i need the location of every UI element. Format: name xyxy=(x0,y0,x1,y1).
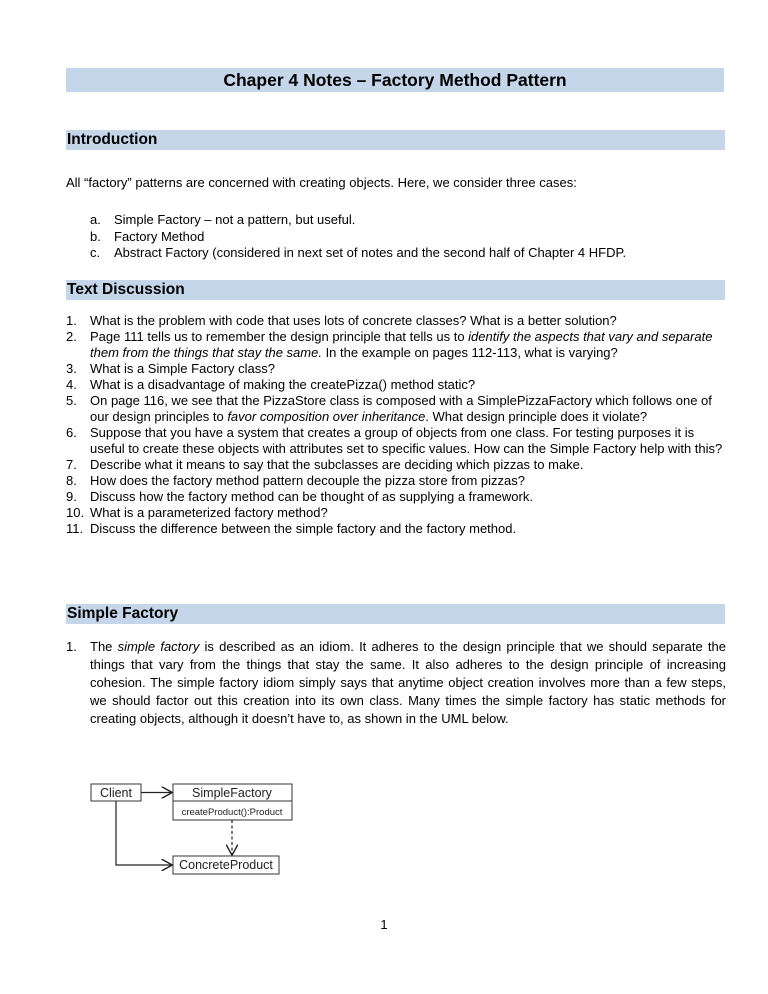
list-item: 4. What is a disadvantage of making the createPizza() method static? xyxy=(66,377,476,392)
intro-paragraph: All “factory” patterns are concerned with creating objects. Here, we consider three cases: xyxy=(66,175,577,190)
list-item: c. Abstract Factory (considered in next set of notes and the second half of Chapter 4 HFDP. xyxy=(90,245,627,260)
section-heading-text-discussion: Text Discussion xyxy=(66,280,725,300)
list-item: 10. What is a parameterized factory method? xyxy=(66,505,328,520)
intro-case-list xyxy=(90,212,730,262)
list-item: 3. What is a Simple Factory class? xyxy=(66,361,275,376)
uml-client-to-product-arrow xyxy=(116,801,171,865)
page-number: 1 xyxy=(380,917,388,932)
uml-factory-name: SimpleFactory xyxy=(192,786,272,800)
list-item: 9. Discuss how the factory method can be thought of as supplying a framework. xyxy=(66,489,533,504)
uml-client-box xyxy=(91,784,141,801)
list-item: 5. On page 116, we see that the PizzaStore class is composed with a SimplePizzaFactory which follows one of our design principles to favor composition over inheritance. What design principle does it violate? xyxy=(66,393,712,424)
simple-factory-uml-diagram xyxy=(82,778,302,882)
uml-concreteproduct-box xyxy=(173,856,279,874)
list-item: 2. Page 111 tells us to remember the design principle that tells us to identify the aspects that vary and separate them from the things that stay the same. In the example on pages 112-113, what is varying? xyxy=(66,329,713,360)
section-heading-introduction: Introduction xyxy=(66,130,725,150)
uml-factory-method: createProduct():Product xyxy=(181,807,283,818)
list-item: 1. What is the problem with code that uses lots of concrete classes? What is a better solution? xyxy=(66,313,617,328)
uml-simplefactory-box xyxy=(173,784,292,820)
uml-product-label: ConcreteProduct xyxy=(179,858,273,872)
list-item: a. Simple Factory – not a pattern, but useful. xyxy=(90,212,356,227)
page-title: Chaper 4 Notes – Factory Method Pattern xyxy=(66,68,724,92)
list-item: 1. The simple factory is described as an idiom. It adheres to the design principle that we should separate the things that vary from the things that stay the same. It also adheres to the design principle of increasing cohesion. The simple factory idiom simply says that anytime object creation involves more than a few steps, we should factor out this creation into its own class. Many times the simple factory has static methods for creating objects, although it doesn’t have to, as shown in the UML below. xyxy=(66,639,726,726)
simple-factory-list xyxy=(66,638,726,728)
discussion-question-list xyxy=(66,313,728,537)
list-item: 11. Discuss the difference between the simple factory and the factory method. xyxy=(66,521,517,536)
list-item: 6. Suppose that you have a system that creates a group of objects from one class. For testing purposes it is useful to create these objects with attributes set to specific values. How can the Simple Factory help with this? xyxy=(66,425,723,456)
section-heading-simple-factory: Simple Factory xyxy=(66,604,725,624)
list-item: 7. Describe what it means to say that the subclasses are deciding which pizzas to make. xyxy=(66,457,584,472)
list-item: 8. How does the factory method pattern decouple the pizza store from pizzas? xyxy=(66,473,526,488)
uml-client-label: Client xyxy=(100,786,132,800)
list-item: b. Factory Method xyxy=(90,228,205,244)
